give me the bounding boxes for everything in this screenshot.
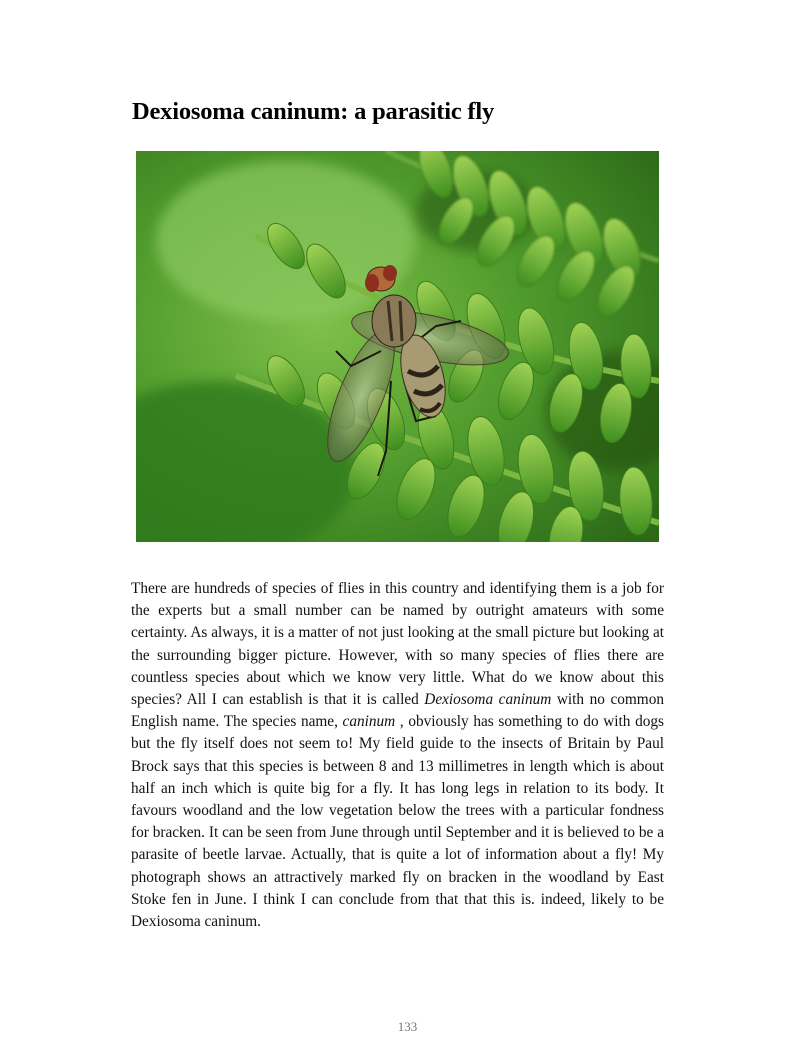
species-epithet-italic: caninum	[342, 713, 396, 731]
body-text-part-1: There are hundreds of species of flies in this country and identifying them is a job for the experts but a small number can be named by outright amateurs with some certainty. As always, it is a matter of not just looking at the small picture but looking at the surrounding bigger picture. However, with so many species of flies there are countless species about which we know very little. What do we know about this species? All I can establish is that it is called	[131, 580, 664, 709]
page-title: Dexiosoma caninum: a parasitic fly	[132, 98, 495, 125]
body-paragraph	[131, 578, 664, 933]
body-text-part-2: with no common English name. The species name,	[131, 691, 664, 731]
body-text-part-3: , obviously has something to do with dogs but the fly itself does not seem to! My field guide to the insects of Britain by Paul Brock says that this species is between 8 and 13 millimetres in length which is about half an inch which is quite big for a fly. It has long legs in relation to its body. It favours woodland and the low vegetation below the trees with a particular fondness for bracken. It can be seen from June through until September and it is believed to be a parasite of beetle larvae. Actually, that is quite a lot of information about a fly! My photograph shows an attractively marked fly on bracken in the woodland by East Stoke fen in June. I think I can conclude from that that this is. indeed, likely to be Dexiosoma caninum.	[131, 713, 664, 931]
page-number: 133	[397, 1019, 418, 1034]
fly-photo	[136, 151, 659, 542]
species-name-italic: Dexiosoma caninum	[424, 691, 552, 709]
